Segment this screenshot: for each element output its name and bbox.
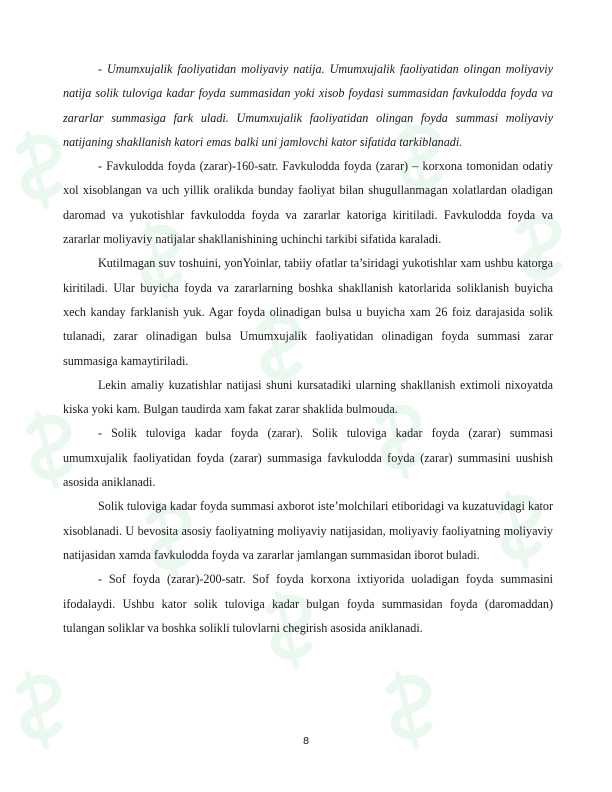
- paragraph: Kutilmagan suv toshuini, yonYoinlar, tabiiy ofatlar ta’siridagi yukotishlar xam ushbu katorga kiritiladi. Ular buyicha foyda va zararlarning boshka shakllanish katorlarida soliklanish buyicha xech kanday farklanish yuk. Agar foyda olinadigan bulsa u buyicha xam 26 foiz darajasida solik tulanadi, zarar olinadigan bulsa Umumxujalik faoliyatidan olinadigan foyda summasi zarar summasiga kamaytiriladi.: [63, 256, 553, 368]
- paragraph: - Solik tuloviga kadar foyda (zarar). Solik tuloviga kadar foyda (zarar) summasi umumxujalik faoliyatidan foyda (zarar) summasiga favkulodda foyda (zarar) summasini uushish asosida aniklanadi.: [63, 426, 553, 490]
- watermark-glyph: [20, 134, 58, 206]
- page-number: 8: [302, 736, 310, 747]
- paragraph: - Favkulodda foyda (zarar)-160-satr. Favkulodda foyda (zarar) – korxona tomonidan odatiy xol xisoblangan va uch yillik oralikda bunday faoliyat bilan shugullanmagan xolatlardan oladigan daromad va yukotishlar favkulodda foyda va zararlar katoriga kiritiladi. Favkulodda foyda va zararlar moliyaviy natijalar shakllanishining uchinchi tarkibi sifatida karaladi.: [63, 159, 553, 247]
- document-body: [63, 57, 553, 640]
- paragraph: Solik tuloviga kadar foyda summasi axborot iste’molchilari etiboridagi va kuzatuvidagi kator xisoblanadi. U bevosita asosiy faoliyatning moliyaviy natijasidan, moliyaviy faoliyatning moliyaviy natijasidan xamda favkulodda foyda va zararlar jamlangan summasidan iborot buladi.: [63, 499, 553, 562]
- paragraph: Lekin amaliy kuzatishlar natijasi shuni kursatadiki ularning shakllanish extimoli nixoyatda kiska yoki kam. Bulgan taudirda xam fakat zarar shaklida bulmouda.: [63, 377, 553, 417]
- paragraph: - Sof foyda (zarar)-200-satr. Sof foyda korxona ixtiyorida uoladigan foyda summasini ifodalaydi. Ushbu kator solik tuloviga kadar bulgan foyda summasidan foyda (daromaddan) tulangan soliklar va boshka solikli tulovlarni chegirish asosida aniklanadi.: [63, 572, 553, 635]
- paragraph: - Umumxujalik faoliyatidan moliyaviy natija. Umumxujalik faoliyatidan olingan moliyaviy natija solik tuloviga kadar foyda summasidan yoki xisob foydasi summasidan favkulodda foyda va zararlar summasiga fark uladi. Umumxujalik faoliyatidan olingan foyda summasi moliyaviy natijaning shakllanish katori emas balki uni jamlovchi kator sifatida tarkiblanadi.: [63, 62, 553, 149]
